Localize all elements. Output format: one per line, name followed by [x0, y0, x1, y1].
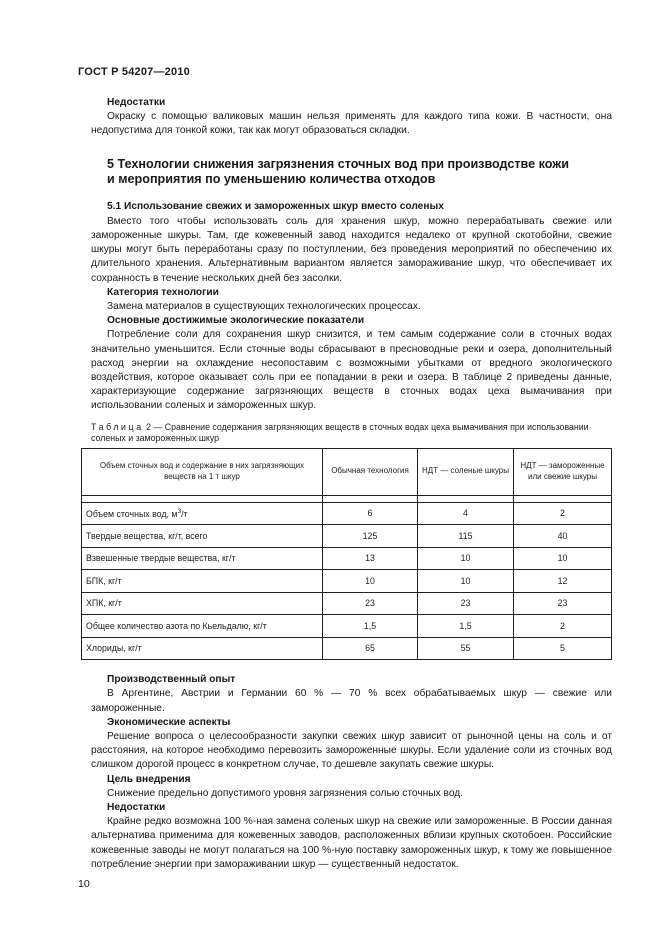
page-number: 10	[78, 878, 90, 890]
table-header-row	[82, 448, 612, 495]
indicators-heading: Основные достижимые экологические показатели	[107, 315, 365, 327]
indicators-paragraph: Потребление соли для сохранения шкур снизится, и тем самым содержание соли в сточных водах значительно уменьшится. Если сточные воды сбрасывают в пресноводные реки и озера, дополнительный расход энергии на охлаждение несопоставим с возможными убытками от вредного экологического воздействия, которое оказывает соль при ее попадании в реки и озера. В таблице 2 приведены данные, характеризующие содержание загрязняющих веществ в сточных водах цеха вымачивания при использовании соленых и замороженных шкур.	[91, 329, 612, 412]
table-row	[82, 637, 612, 660]
table-cell-bat-frozen: 12	[514, 570, 612, 593]
page-content	[86, 96, 612, 872]
table-cell-bat-salted: 4	[418, 502, 514, 525]
table-header-bat-salted: НДТ — соленые шкуры	[418, 448, 514, 495]
table-row	[82, 502, 612, 525]
table-cell-label: Твердые вещества, кг/т, всего	[82, 525, 323, 548]
category-paragraph: Замена материалов в существующих технологических процессах.	[107, 301, 421, 313]
goal-paragraph: Снижение предельно допустимого уровня загрязнения солью сточных вод.	[107, 787, 464, 799]
table-cell-bat-salted: 55	[418, 637, 514, 660]
subsection-5-1-paragraph: Вместо того чтобы использовать соль для хранения шкур, можно перерабатывать свежие или замороженные шкуры. Там, где кожевенный завод находится недалеко от крупной скотобойни, свежие шкуры могут быть переработаны сразу по поступлении, без проведения мероприятий по обеспечению их длительного хранения. Альтернативным вариантом является замораживание шкур, что обеспечивает их сохранность в течение нескольких дней без засолки.	[91, 215, 612, 284]
standard-header: ГОСТ Р 54207—2010	[78, 66, 190, 78]
table-cell-bat-salted: 10	[418, 570, 514, 593]
table-cell-conventional: 6	[323, 502, 418, 525]
table-2	[81, 448, 612, 661]
table-cell-bat-salted: 23	[418, 592, 514, 615]
table-cell-bat-frozen: 10	[514, 547, 612, 570]
table-2-caption	[91, 422, 612, 445]
table-cell-bat-frozen: 40	[514, 525, 612, 548]
table-cell-conventional: 10	[323, 570, 418, 593]
drawbacks-heading-2: Недостатки	[107, 801, 166, 813]
experience-paragraph: В Аргентине, Австрии и Германии 60 % — 70 % всех обрабатываемых шкур — свежие или замороженные.	[91, 688, 612, 714]
section-5-title-line-1: 5 Технологии снижения загрязнения сточных вод при производстве кожи	[107, 156, 569, 171]
goal-heading: Цель внедрения	[107, 773, 191, 785]
table-cell-label: Объем сточных вод, $м^3/т$	[82, 502, 323, 525]
table-cell-label: Общее количество азота по Кьельдалю, кг/т	[82, 615, 323, 638]
table-row	[82, 570, 612, 593]
table-cell-bat-frozen: 2	[514, 502, 612, 525]
table-cell-conventional: 125	[323, 525, 418, 548]
table-cell-bat-salted: 115	[418, 525, 514, 548]
drawbacks-heading: Недостатки	[107, 97, 166, 108]
table-cell-conventional: 1,5	[323, 615, 418, 638]
drawbacks-paragraph: Окраску с помощью валиковых машин нельзя применять для каждого типа кожи. В частности, она недопустима для тонкой кожи, так как могут образоваться складки.	[91, 111, 612, 137]
table-cell-label: БПК, кг/т	[82, 570, 323, 593]
table-cell-bat-frozen: 2	[514, 615, 612, 638]
table-row	[82, 525, 612, 548]
table-caption-label: Таблица	[91, 421, 144, 432]
table-cell-bat-frozen: 23	[514, 592, 612, 615]
table-header-conventional: Обычная технология	[323, 448, 418, 495]
table-cell-bat-salted: 1,5	[418, 615, 514, 638]
table-cell-conventional: 23	[323, 592, 418, 615]
table-header-indicator: Объем сточных вод и содержание в них загрязняющих веществ на 1 т шкур	[82, 448, 323, 495]
table-cell-label: Взвешенные твердые вещества, кг/т	[82, 547, 323, 570]
drawbacks-paragraph-2: Крайне редко возможна 100 %-ная замена соленых шкур на свежие или замороженные. В России данная альтернатива применима для кожевенных заводов, расположенных вблизи крупных скотобоен. Российские кожевенные заводы не могут полагаться на 100 %-ную поставку замороженных шкур, к тому же повышенное потребление энергии при замораживании шкур — существенный недостаток.	[91, 816, 612, 870]
section-5-title	[91, 157, 612, 188]
table-cell-bat-salted: 10	[418, 547, 514, 570]
table-row	[82, 615, 612, 638]
table-cell-conventional: 65	[323, 637, 418, 660]
table-spacer-row	[82, 495, 612, 502]
section-5-title-line-2: и мероприятия по уменьшению количества отходов	[107, 172, 436, 187]
table-cell-conventional: 13	[323, 547, 418, 570]
table-cell-bat-frozen: 5	[514, 637, 612, 660]
subsection-5-1-title: 5.1 Использование свежих и замороженных шкур вместо соленых	[107, 200, 444, 212]
category-heading: Категория технологии	[107, 286, 219, 298]
table-cell-label: ХПК, кг/т	[82, 592, 323, 615]
economics-paragraph: Решение вопроса о целесообразности закупки свежих шкур зависит от рыночной цены на соль и от расстояния, на которое необходимо перевозить замороженные шкуры. Если удаление соли из сточных вод слишком дорогой процесс в конкретном случае, то дешевле закупать свежие шкуры.	[91, 730, 612, 771]
table-row	[82, 547, 612, 570]
table-cell-label: Хлориды, кг/т	[82, 637, 323, 660]
table-caption-text: 2 — Сравнение содержания загрязняющих веществ в сточных водах цеха вымачивания при использовании соленых и замороженных шкур	[91, 421, 589, 444]
economics-heading: Экономические аспекты	[107, 716, 231, 728]
experience-heading: Производственный опыт	[107, 674, 236, 686]
table-header-bat-frozen: НДТ — замороженные или свежие шкуры	[514, 448, 612, 495]
table-row	[82, 592, 612, 615]
